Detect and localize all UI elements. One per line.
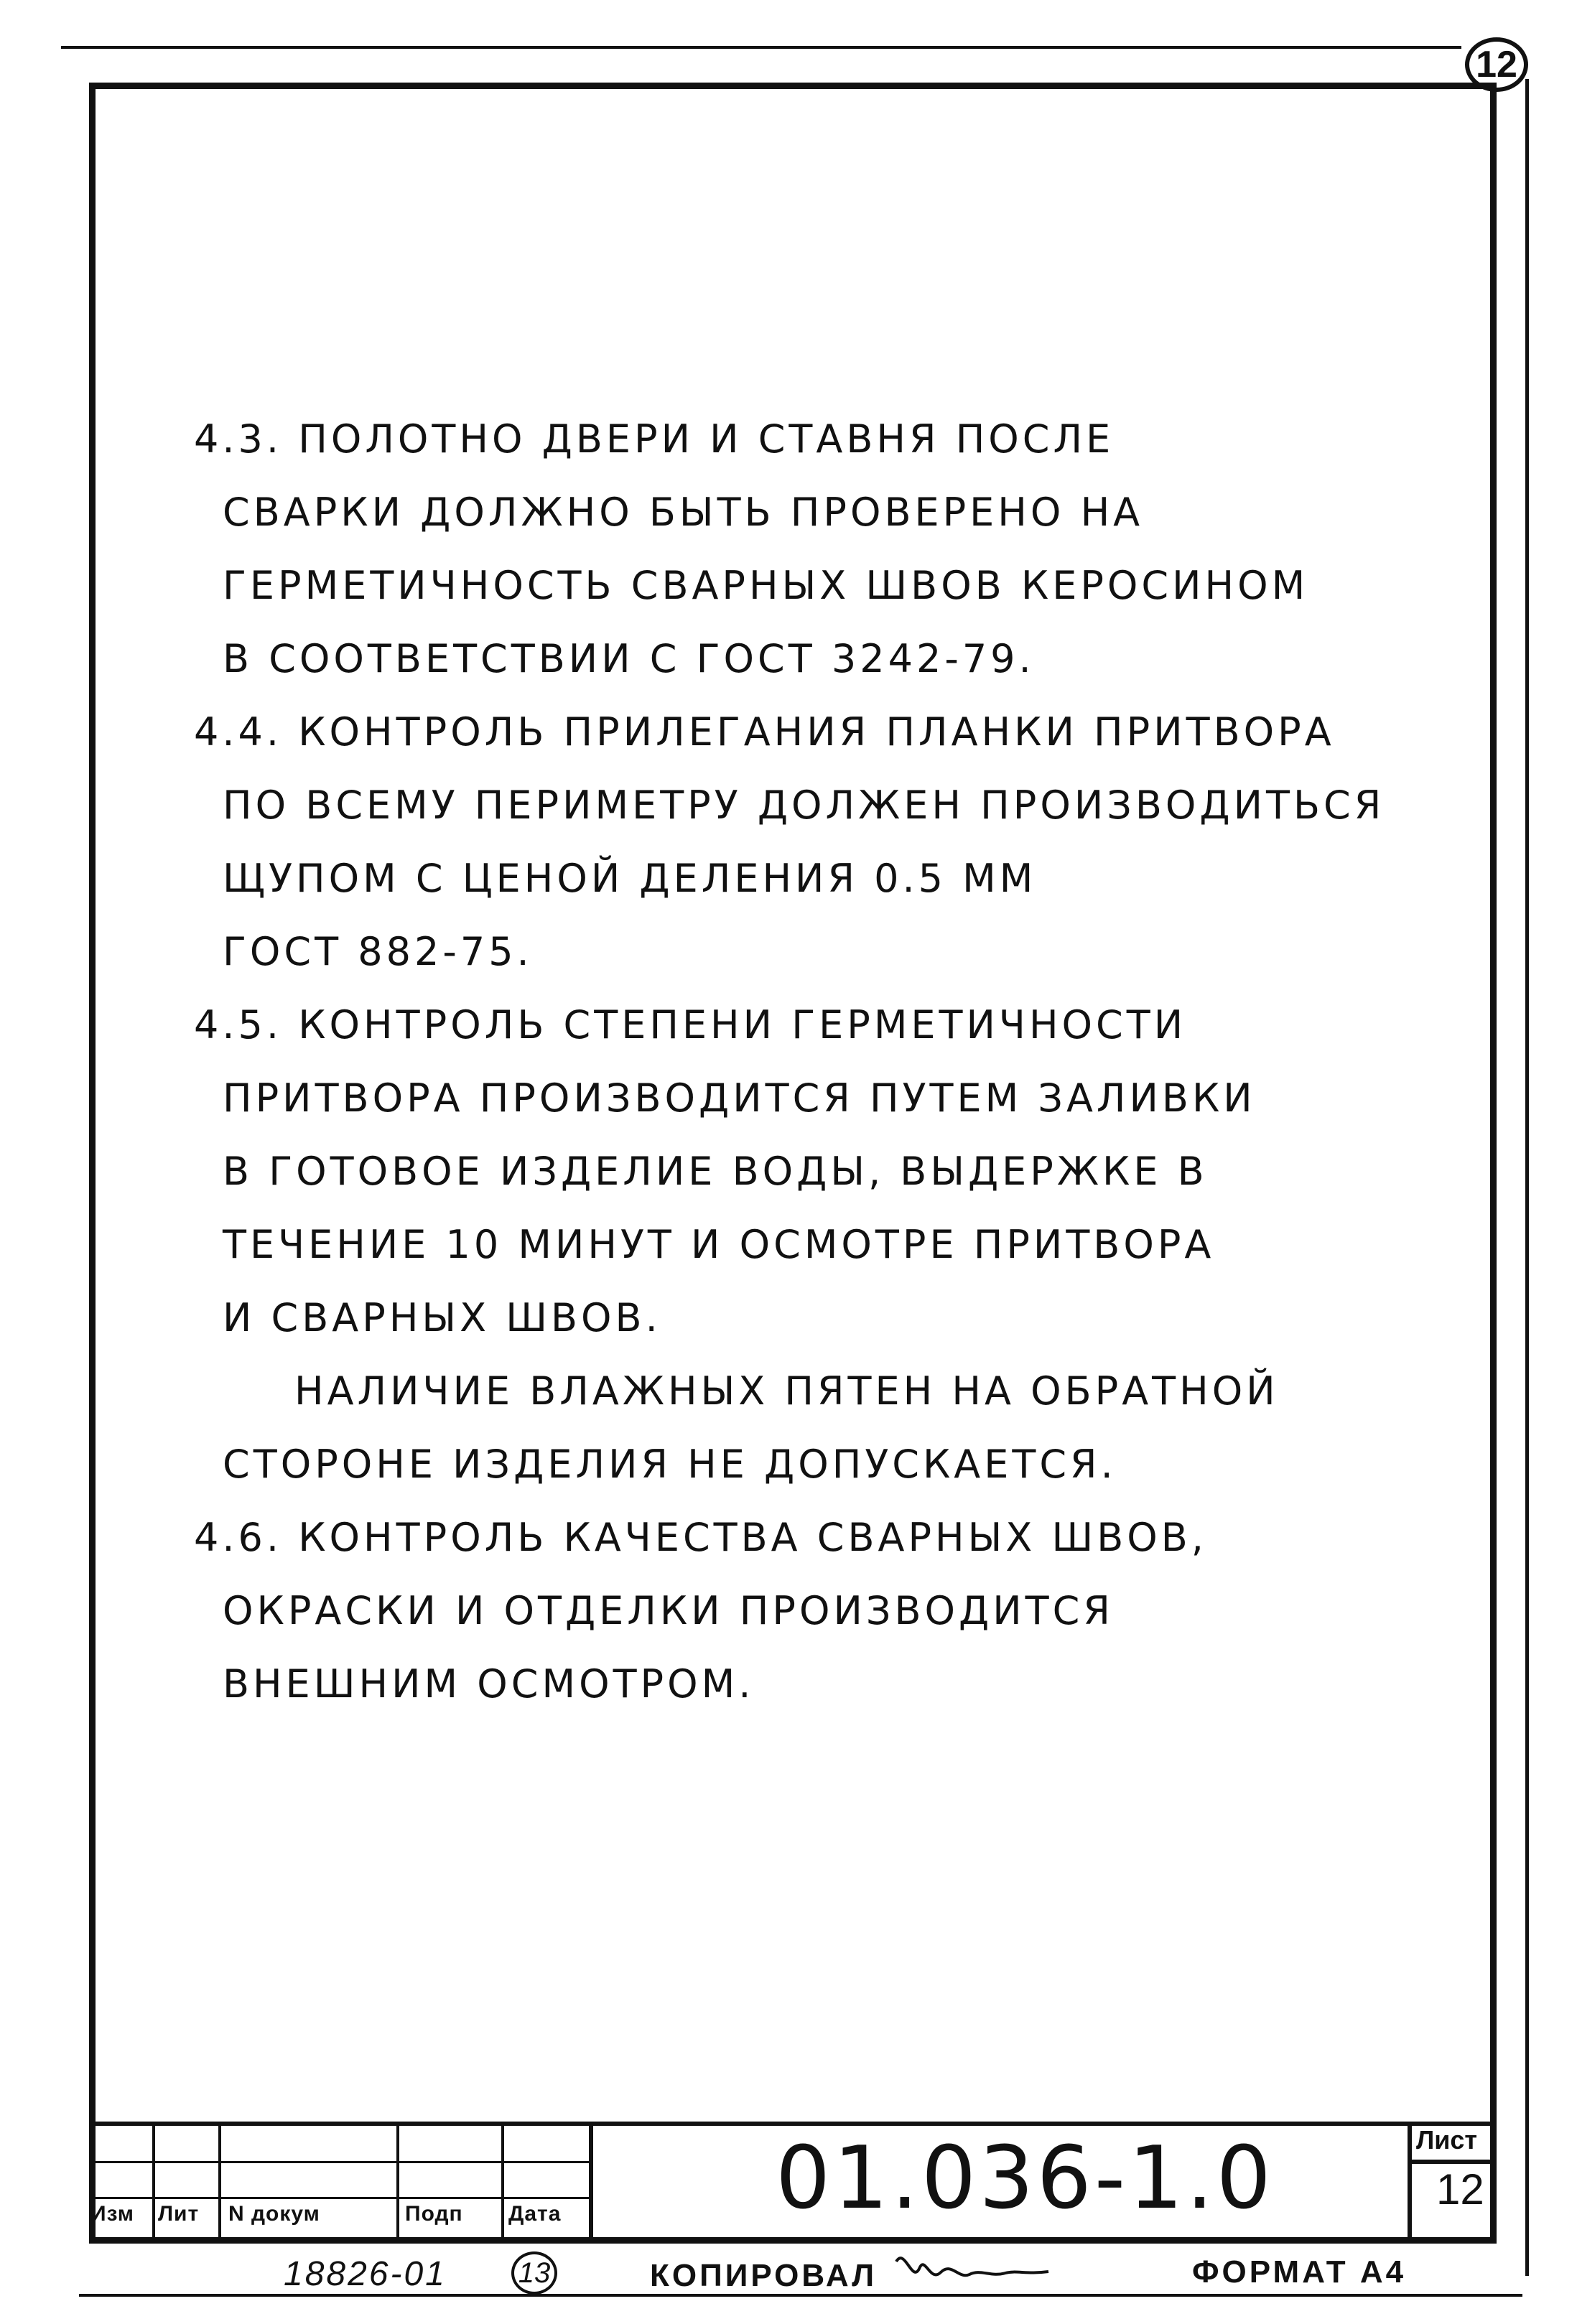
copied-label: КОПИРОВАЛ: [650, 2258, 878, 2293]
text-line: И СВАРНЫХ ШВОВ.: [223, 1295, 661, 1340]
text-line: В СООТВЕТСТВИИ С ГОСТ 3242-79.: [223, 636, 1035, 681]
text-line: СТОРОНЕ ИЗДЕЛИЯ НЕ ДОПУСКАЕТСЯ.: [223, 1442, 1117, 1487]
text-line: ОКРАСКИ И ОТДЕЛКИ ПРОИЗВОДИТСЯ: [223, 1588, 1114, 1633]
sheet-label: Лист: [1416, 2125, 1478, 2155]
sheet-number: 12: [1436, 2165, 1484, 2213]
format-label: ФОРМАТ А4: [1192, 2254, 1407, 2290]
col-ndokum-label: N докум: [228, 2202, 320, 2226]
text-line: ПО ВСЕМУ ПЕРИМЕТРУ ДОЛЖЕН ПРОИЗВОДИТЬСЯ: [223, 783, 1385, 828]
revision-grid: [89, 2122, 592, 2244]
grid-line: [396, 2122, 399, 2244]
text-line: СВАРКИ ДОЛЖНО БЫТЬ ПРОВЕРЕНО НА: [223, 490, 1144, 535]
text-line: ТЕЧЕНИЕ 10 МИНУТ И ОСМОТРЕ ПРИТВОРА: [223, 1222, 1215, 1267]
grid-line: [501, 2122, 504, 2244]
title-block-separator: [589, 2122, 593, 2244]
grid-line: [152, 2122, 155, 2244]
grid-line: [218, 2122, 221, 2244]
top-border-line: [61, 46, 1461, 49]
inventory-number: 18826-01: [284, 2255, 447, 2293]
grid-line: [89, 2161, 592, 2163]
text-line: ГЕРМЕТИЧНОСТЬ СВАРНЫХ ШВОВ КЕРОСИНОМ: [223, 563, 1309, 608]
text-line: ВНЕШНИМ ОСМОТРОМ.: [223, 1661, 755, 1707]
col-izm-label: Изм: [90, 2202, 134, 2226]
sheet-box-divider: [1412, 2160, 1497, 2164]
outer-right-line: [1525, 79, 1529, 2276]
text-line: ПРИТВОРА ПРОИЗВОДИТСЯ ПУТЕМ ЗАЛИВКИ: [223, 1075, 1256, 1121]
col-data-label: Дата: [508, 2202, 562, 2226]
bottom-border-line: [79, 2294, 1522, 2297]
document-number: 01.036-1.0: [776, 2129, 1275, 2229]
inventory-circle: 13: [511, 2251, 557, 2295]
text-line: ГОСТ 882-75.: [223, 929, 533, 974]
col-podp-label: Подп: [405, 2202, 463, 2226]
sheet-marker-circle: 12: [1465, 37, 1528, 92]
text-line: 4.3. ПОЛОТНО ДВЕРИ И СТАВНЯ ПОСЛЕ: [194, 416, 1115, 462]
text-line: 4.5. КОНТРОЛЬ СТЕПЕНИ ГЕРМЕТИЧНОСТИ: [194, 1002, 1187, 1047]
col-lit-label: Лит: [158, 2202, 200, 2226]
text-line: 4.4. КОНТРОЛЬ ПРИЛЕГАНИЯ ПЛАНКИ ПРИТВОРА: [194, 709, 1335, 755]
text-line: ЩУПОМ С ЦЕНОЙ ДЕЛЕНИЯ 0.5 ММ: [223, 856, 1037, 901]
grid-line: [89, 2197, 592, 2199]
text-line: 4.6. КОНТРОЛЬ КАЧЕСТВА СВАРНЫХ ШВОВ,: [194, 1515, 1207, 1560]
copier-signature: [890, 2240, 1063, 2297]
text-line: НАЛИЧИЕ ВЛАЖНЫХ ПЯТЕН НА ОБРАТНОЙ: [294, 1368, 1279, 1414]
text-line: В ГОТОВОЕ ИЗДЕЛИЕ ВОДЫ, ВЫДЕРЖКЕ В: [223, 1149, 1208, 1194]
